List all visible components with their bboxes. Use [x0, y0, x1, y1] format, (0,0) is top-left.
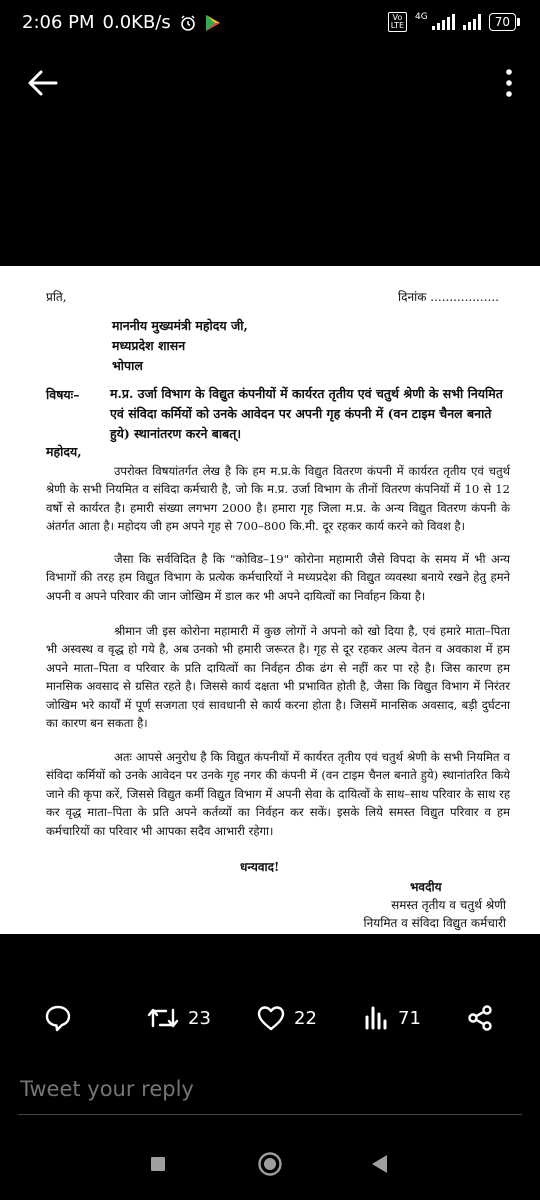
like-button[interactable] [256, 1004, 317, 1032]
image-viewer-toolbar [0, 52, 540, 112]
play-store-icon [205, 14, 221, 32]
share-button[interactable] [466, 1004, 494, 1032]
back-nav-icon[interactable] [370, 1154, 388, 1174]
signal-icon [432, 14, 455, 30]
net-speed: 0.0KB/s [102, 12, 171, 33]
date-label: दिनांक .................. [398, 290, 499, 304]
subject-text: म.प्र. उर्जा विभाग के विद्युत कंपनीयों में कार्यरत तृतीय एवं चतुर्थ श्रेणी के सभी नियमित एवं संविदा कर्मियों को उनके आवेदन पर अपनी गृह कंपनी में (वन टाइम चैनल बनाते हुये) स्थानांतरण करने बाबत्। [110, 386, 503, 441]
retweet-count: 23 [188, 1007, 211, 1029]
paragraph: अतः आपसे अनुरोध है कि विद्युत कंपनीयों में कार्यरत तृतीय एवं चतुर्थ श्रेणी के सभी नियमित व संविदा कर्मियों को उनके आवेदन पर उनके गृह नगर की कंपनी में (वन टाइम चैनल बनाते हुये) स्थानांतरित किये जाने की कृपा करें, जिससे विद्युत कर्मी विद्युत विभाग में अपनी सेवा के दायित्वों के साथ–साथ परिवार के साथ रह कर वृद्ध माता–पिता के प्रति अपने कर्तव्यों का निर्वहन कर सकें। इसके लिये समस्त विद्युत परिवार व हम कर्मचारियों का परिवार भी आपका सदैव आभारी रहेगा। [46, 750, 510, 838]
retweet-button[interactable] [146, 1004, 211, 1032]
network-type: 4G [415, 12, 428, 22]
like-count: 22 [294, 1007, 317, 1029]
sign-label: भवदीय [410, 880, 442, 894]
status-time: 2:06 PM [22, 12, 95, 33]
reply-underline [18, 1114, 522, 1115]
sign-block [364, 896, 506, 932]
status-right [388, 12, 516, 32]
salutation: महोदय, [46, 444, 82, 459]
signal-icon-2 [463, 14, 481, 30]
sign-line: नियमित व संविदा विद्युत कर्मचारी [363, 916, 506, 930]
status-left [22, 12, 221, 33]
address-line: मध्यप्रदेश शासन [112, 338, 186, 353]
bar-chart-icon [362, 1004, 390, 1032]
address-block [112, 316, 248, 376]
address-line: माननीय मुख्यमंत्री महोदय जी, [112, 318, 248, 333]
home-icon[interactable] [257, 1151, 283, 1177]
paragraph: उपरोक्त विषयांतर्गत लेख है कि हम म.प्र.के विद्युत वितरण कंपनी में कार्यरत तृतीय एवं चतुर्थ श्रेणी के सभी नियमित व संविदा कर्मचारी है, जो कि म.प्र. उर्जा विभाग के तीनों वितरण कंपनियों में 10 से 12 वर्षो से कार्यरत है। हमारी संख्या लगभग 2000 है। हमारा गृह जिला म.प्र. के अन्य विद्युत वितरण कंपनी के अंतर्गत आता है। महोदय जी हम अपने गृह से 700–800 कि.मी. दूर रहकर कार्य करने को विवश है। [46, 464, 510, 534]
letter-image[interactable] [0, 266, 540, 934]
subject-label: विषयः– [46, 387, 80, 402]
recent-apps-icon[interactable] [150, 1156, 166, 1172]
comment-icon [44, 1004, 72, 1032]
to-label: प्रति, [46, 290, 67, 304]
arrow-left-icon[interactable] [26, 66, 60, 100]
views-count: 71 [398, 1007, 421, 1029]
address-line: भोपाल [112, 358, 143, 373]
battery-icon [489, 13, 516, 31]
system-nav-bar [0, 1140, 540, 1200]
reply-button[interactable] [44, 1004, 72, 1032]
status-bar [0, 0, 540, 52]
more-vertical-icon[interactable] [504, 68, 514, 98]
sign-line: समस्त तृतीय व चतुर्थ श्रेणी [391, 898, 506, 912]
volte-badge: Vo LTE [388, 12, 407, 32]
battery-level: 70 [494, 15, 510, 29]
alarm-icon [179, 14, 197, 32]
thanks-text: धन्यवाद! [240, 860, 280, 874]
paragraph: जैसा कि सर्वविदित है कि "कोविड–19" कोरोना महामारी जैसे विपदा के समय में भी अन्य विभागों की तरह हम विद्युत विभाग के प्रत्येक कर्मचारियों ने मध्यप्रदेश की विद्युत व्यवस्था बनाये रखने हेतु हमने अपनी व अपने परिवार की जान जोखिम में डाल कर भी अपने दायित्वों का निर्वाहन किया है। [46, 552, 510, 603]
retweet-icon [146, 1004, 180, 1032]
views-button[interactable] [362, 1004, 421, 1032]
paragraph: श्रीमान जी इस कोरोना महामारी में कुछ लोगों ने अपनो को खो दिया है, एवं हमारे माता–पिता भी अस्वस्थ व वृद्ध हो गये है, अब उनको भी हमारी जरूरत है। गृह से दूर रहकर अल्प वेतन व अवकाश में हम अपने माता–पिता व परिवार के प्रति दायित्वों का निर्वहन ठीक ढंग से नहीं कर पा रहे है। जिस कारण हम मानसिक अवसाद से ग्रसित रहते है। जिससे कार्य दक्षता भी प्रभावित होती है, जैसा कि विद्युत विभाग में निरंतर जोखिम भरे कार्यों में पूर्ण सजगता एवं सावधानी से कार्य करना होता है। जिसमें मानसिक अवसाद, बड़ी दुर्घटना का कारण बन सकता है। [46, 624, 510, 731]
reply-input[interactable] [18, 1076, 522, 1102]
tweet-actions [0, 998, 540, 1042]
share-icon [466, 1004, 494, 1032]
heart-icon [256, 1004, 286, 1032]
